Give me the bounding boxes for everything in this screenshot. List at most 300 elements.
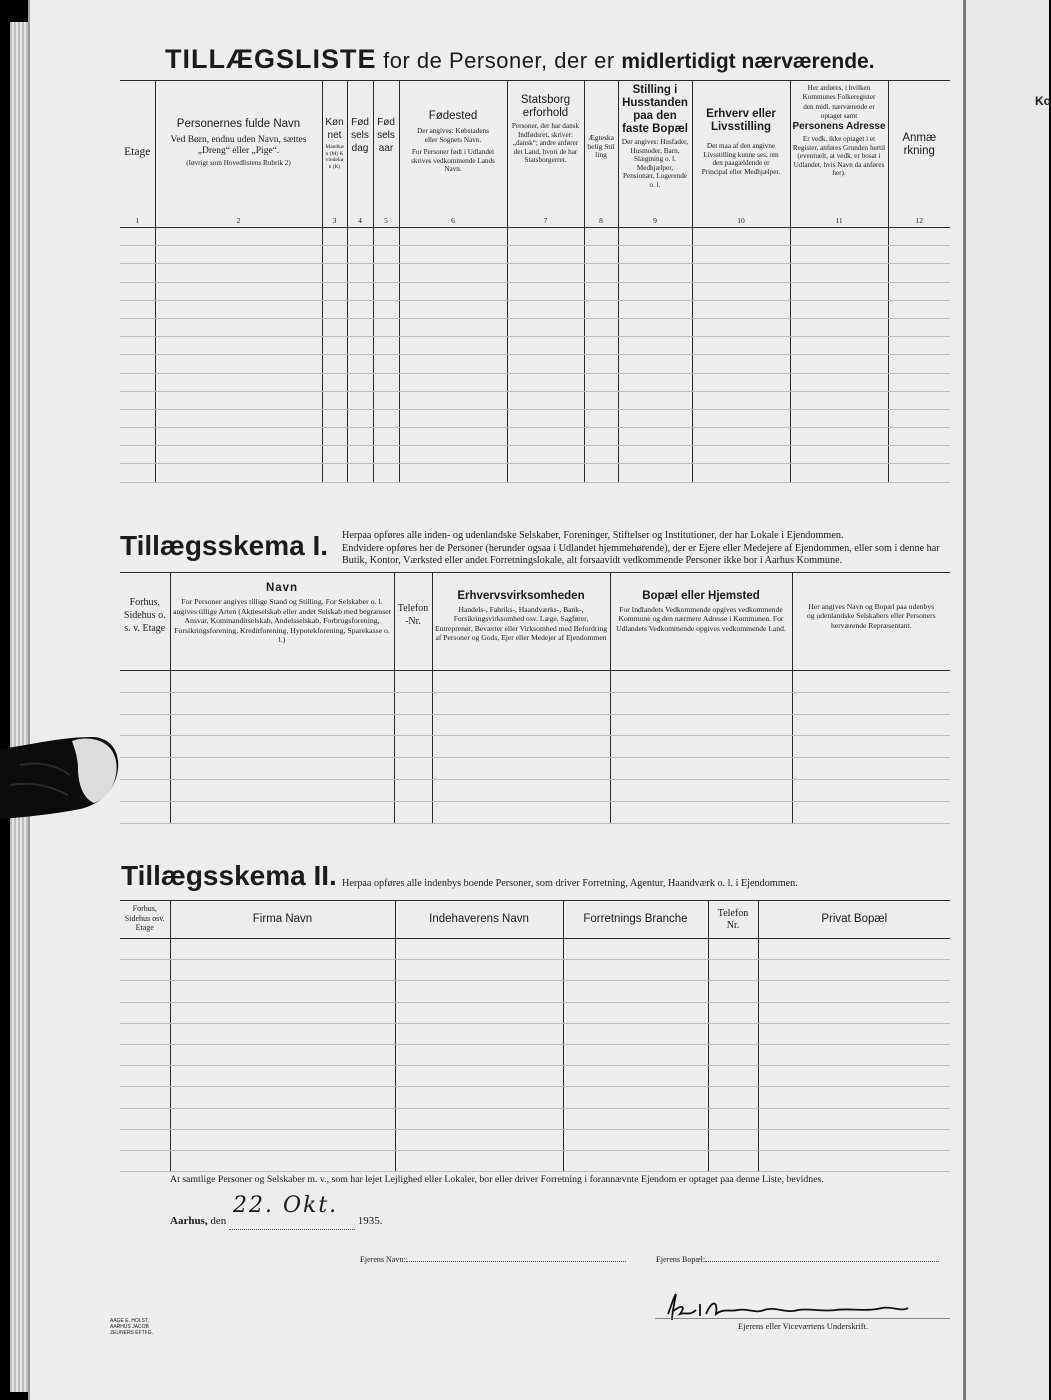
skema2-row-cell[interactable] <box>758 1002 950 1023</box>
table1-row-cell[interactable] <box>155 355 322 373</box>
table1-row-cell[interactable] <box>120 264 155 282</box>
table1-row <box>120 337 950 355</box>
table1-row-cell[interactable] <box>322 300 347 318</box>
table1-row-cell[interactable] <box>155 464 322 482</box>
skema1-row-cell[interactable] <box>170 758 394 780</box>
table1-row-cell[interactable] <box>790 228 888 246</box>
skema2-row-cell[interactable] <box>758 1066 950 1087</box>
table1-row-cell[interactable] <box>347 391 373 409</box>
skema2-row-cell[interactable] <box>120 1002 170 1023</box>
skema1-row-cell[interactable] <box>394 758 432 780</box>
table1-row-cell[interactable] <box>888 300 950 318</box>
table1-row-cell[interactable] <box>618 246 692 264</box>
table1-row-cell[interactable] <box>584 264 618 282</box>
skema1-row-cell[interactable] <box>610 758 792 780</box>
table1-row <box>120 391 950 409</box>
skema2-row-cell[interactable] <box>170 939 395 960</box>
skema1-row-cell[interactable] <box>120 692 170 714</box>
table1-row-cell[interactable] <box>618 300 692 318</box>
table1-row-cell[interactable] <box>347 373 373 391</box>
skema1-row-cell[interactable] <box>610 736 792 758</box>
skema2-row-cell[interactable] <box>708 1023 758 1044</box>
table1-row-cell[interactable] <box>888 246 950 264</box>
skema1-row-cell[interactable] <box>792 671 950 693</box>
table1-row-cell[interactable] <box>322 373 347 391</box>
table1-row <box>120 264 950 282</box>
table1-row-cell[interactable] <box>790 300 888 318</box>
table1-row-cell[interactable] <box>507 428 584 446</box>
skema2-row-cell[interactable] <box>170 1087 395 1108</box>
table1-row-cell[interactable] <box>692 373 790 391</box>
table1-row-cell[interactable] <box>120 300 155 318</box>
table1-row-cell[interactable] <box>322 228 347 246</box>
table1-row-cell[interactable] <box>347 428 373 446</box>
skema1-row-cell[interactable] <box>120 758 170 780</box>
table1-row-cell[interactable] <box>120 228 155 246</box>
skema2-row-cell[interactable] <box>170 1108 395 1129</box>
skema1-row-cell[interactable] <box>170 801 394 823</box>
skema2-row-cell[interactable] <box>563 1002 708 1023</box>
skema1-row-cell[interactable] <box>610 779 792 801</box>
skema2-row-cell[interactable] <box>758 1023 950 1044</box>
table1-row-cell[interactable] <box>399 246 507 264</box>
skema2-row-cell[interactable] <box>708 1002 758 1023</box>
table1-row-cell[interactable] <box>584 228 618 246</box>
table1-row-cell[interactable] <box>155 300 322 318</box>
table1-row-cell[interactable] <box>507 264 584 282</box>
skema2-row-cell[interactable] <box>120 1066 170 1087</box>
skema1-row-cell[interactable] <box>432 758 610 780</box>
table1-row-cell[interactable] <box>790 337 888 355</box>
table1-row-cell[interactable] <box>155 246 322 264</box>
skema1-row-cell[interactable] <box>610 714 792 736</box>
table1-row-cell[interactable] <box>120 355 155 373</box>
skema2-row <box>120 1023 950 1044</box>
table1-row-cell[interactable] <box>618 409 692 427</box>
skema2-row-cell[interactable] <box>758 1150 950 1171</box>
table1-row-cell[interactable] <box>399 264 507 282</box>
table1-row-cell[interactable] <box>584 409 618 427</box>
table1-row-cell[interactable] <box>120 391 155 409</box>
table1-row-cell[interactable] <box>322 282 347 300</box>
owner-name-field <box>406 1261 626 1262</box>
skema2-row-cell[interactable] <box>758 1108 950 1129</box>
skema2-row-cell[interactable] <box>708 939 758 960</box>
skema2-row-cell[interactable] <box>563 1108 708 1129</box>
skema2-row-cell[interactable] <box>563 1087 708 1108</box>
skema1-row-cell[interactable] <box>792 801 950 823</box>
table1-row-cell[interactable] <box>155 228 322 246</box>
table1-row-cell[interactable] <box>347 446 373 464</box>
table1-row-cell[interactable] <box>399 409 507 427</box>
table1-row-cell[interactable] <box>399 464 507 482</box>
skema2-row-cell[interactable] <box>758 939 950 960</box>
skema2-row-cell[interactable] <box>563 1150 708 1171</box>
table1-row-cell[interactable] <box>790 373 888 391</box>
skema2-row-cell[interactable] <box>120 1044 170 1065</box>
skema2-row-cell[interactable] <box>120 1129 170 1150</box>
skema1-row-cell[interactable] <box>120 671 170 693</box>
table1-row-cell[interactable] <box>347 264 373 282</box>
skema1-row-cell[interactable] <box>120 779 170 801</box>
skema2-row <box>120 1002 950 1023</box>
table1-row-cell[interactable] <box>888 228 950 246</box>
table1-row-cell[interactable] <box>790 282 888 300</box>
table1-row-cell[interactable] <box>692 355 790 373</box>
table1-row-cell[interactable] <box>618 282 692 300</box>
table1-row-cell[interactable] <box>692 318 790 336</box>
skema1-row-cell[interactable] <box>432 714 610 736</box>
place-label: Aarhus, <box>170 1215 208 1227</box>
skema2-row-cell[interactable] <box>708 1066 758 1087</box>
table1-row-cell[interactable] <box>399 300 507 318</box>
table1-row-cell[interactable] <box>888 264 950 282</box>
skema1-row-cell[interactable] <box>792 692 950 714</box>
skema2-row-cell[interactable] <box>170 1066 395 1087</box>
skema2-row-cell[interactable] <box>708 1150 758 1171</box>
table1-row-cell[interactable] <box>584 373 618 391</box>
skema1-row-cell[interactable] <box>394 736 432 758</box>
signature-label: Ejerens eller Viceværtens Underskrift. <box>738 1321 869 1331</box>
skema2-row-cell[interactable] <box>758 1129 950 1150</box>
table1-row-cell[interactable] <box>373 428 399 446</box>
table1-row-cell[interactable] <box>322 355 347 373</box>
skema2-row-cell[interactable] <box>120 1150 170 1171</box>
skema1-row-cell[interactable] <box>120 714 170 736</box>
skema1-row-cell[interactable] <box>120 801 170 823</box>
skema1-row-cell[interactable] <box>170 692 394 714</box>
skema2-row-cell[interactable] <box>758 1044 950 1065</box>
skema1-row-cell[interactable] <box>432 692 610 714</box>
table1-row-cell[interactable] <box>692 428 790 446</box>
skema2-row-cell[interactable] <box>708 1087 758 1108</box>
skema1-row-cell[interactable] <box>394 714 432 736</box>
skema1-row-cell[interactable] <box>170 736 394 758</box>
skema2-row-cell[interactable] <box>563 960 708 981</box>
table1-row-cell[interactable] <box>322 464 347 482</box>
table1-row-cell[interactable] <box>618 446 692 464</box>
skema1-row-cell[interactable] <box>120 736 170 758</box>
table1-row-cell[interactable] <box>507 318 584 336</box>
skema2-row-cell[interactable] <box>170 1150 395 1171</box>
table1-row-cell[interactable] <box>888 355 950 373</box>
table1-row-cell[interactable] <box>618 391 692 409</box>
table1-row-cell[interactable] <box>155 373 322 391</box>
table1-row-cell[interactable] <box>120 337 155 355</box>
skema2-row-cell[interactable] <box>758 960 950 981</box>
table1-row-cell[interactable] <box>399 373 507 391</box>
table1-row-cell[interactable] <box>618 228 692 246</box>
table1-row-cell[interactable] <box>584 428 618 446</box>
title-bold2: nærværende. <box>735 50 875 73</box>
skema1-row-cell[interactable] <box>792 779 950 801</box>
skema1-row-cell[interactable] <box>792 736 950 758</box>
table1-row-cell[interactable] <box>692 228 790 246</box>
table1-row-cell[interactable] <box>120 409 155 427</box>
table1-row-cell[interactable] <box>790 409 888 427</box>
skema1-row-cell[interactable] <box>394 671 432 693</box>
table1-row-cell[interactable] <box>322 337 347 355</box>
table1-row-cell[interactable] <box>373 300 399 318</box>
finger-thumb-image <box>0 735 122 821</box>
table1-row-cell[interactable] <box>507 337 584 355</box>
skema2-row-cell[interactable] <box>120 1023 170 1044</box>
table1-row-cell[interactable] <box>584 464 618 482</box>
s2-col-firm: Firma Navn <box>170 901 395 939</box>
skema2-row-cell[interactable] <box>563 939 708 960</box>
table1-row-cell[interactable] <box>618 318 692 336</box>
table1-row-cell[interactable] <box>347 355 373 373</box>
table1-row-cell[interactable] <box>692 337 790 355</box>
skema2-row <box>120 1108 950 1129</box>
skema2-row-cell[interactable] <box>563 1044 708 1065</box>
table1-row-cell[interactable] <box>692 246 790 264</box>
table1-row-cell[interactable] <box>155 282 322 300</box>
table1-row-cell[interactable] <box>584 355 618 373</box>
table1-row-cell[interactable] <box>399 337 507 355</box>
skema2-row-cell[interactable] <box>120 1087 170 1108</box>
table1-row-cell[interactable] <box>120 446 155 464</box>
skema1-row-cell[interactable] <box>792 714 950 736</box>
skema2-row-cell[interactable] <box>395 981 563 1002</box>
skema2-row-cell[interactable] <box>563 1129 708 1150</box>
table1-row-cell[interactable] <box>584 446 618 464</box>
skema2-row-cell[interactable] <box>708 1108 758 1129</box>
table1-row-cell[interactable] <box>373 337 399 355</box>
skema1-row-cell[interactable] <box>432 736 610 758</box>
skema1-row-cell[interactable] <box>432 671 610 693</box>
col-occupation: Erhverv eller Livsstilling Det maa af den angivne Livsstilling kunne ses, om den paagældende er Principal eller Medhjælper. 10 <box>692 81 790 228</box>
table1-row-cell[interactable] <box>790 264 888 282</box>
col-registry: Her anføres, i hvilken Kommunes Folkeregister den midl. nærværende er optaget samt Personens Adresse Er vedk. ikke optaget i et Register, anføres Grunden hertil (eventuelt, at vedk. er bosat i Udlandet, hvis Navn da anføres her). 11 <box>790 81 888 228</box>
skema2-row-cell[interactable] <box>395 1023 563 1044</box>
table1-row-cell[interactable] <box>692 282 790 300</box>
table1-row-cell[interactable] <box>322 446 347 464</box>
table1-row-cell[interactable] <box>790 246 888 264</box>
table1-row-cell[interactable] <box>373 391 399 409</box>
skema2-row-cell[interactable] <box>563 981 708 1002</box>
table1-row-cell[interactable] <box>584 391 618 409</box>
table1-row-cell[interactable] <box>584 282 618 300</box>
table1-row-cell[interactable] <box>155 318 322 336</box>
skema1-row-cell[interactable] <box>610 801 792 823</box>
table1-row-cell[interactable] <box>347 246 373 264</box>
skema2-row-cell[interactable] <box>170 981 395 1002</box>
table1-row-cell[interactable] <box>399 228 507 246</box>
table1-row-cell[interactable] <box>373 355 399 373</box>
main-register-table <box>120 80 950 483</box>
table1-row-cell[interactable] <box>584 337 618 355</box>
table1-row-cell[interactable] <box>120 282 155 300</box>
skema2-row-cell[interactable] <box>395 1129 563 1150</box>
skema2-header <box>120 901 950 939</box>
table1-row-cell[interactable] <box>618 337 692 355</box>
table1-row-cell[interactable] <box>584 246 618 264</box>
table1-row-cell[interactable] <box>399 355 507 373</box>
skema2-row-cell[interactable] <box>758 981 950 1002</box>
next-page-fragment: Ko <box>1035 94 1051 108</box>
table1-row-cell[interactable] <box>373 264 399 282</box>
table1-row-cell[interactable] <box>507 409 584 427</box>
s1-col-business: Erhvervsvirksomheden Handels-, Fabriks-, Haandværks-, Bank-, Forsikringsvirksomhed osv. Læge, Sagfører, Entreprenør, Beværter eller Virksomhed med Befordring af Personer og Gods, Ejer eller Medejer af Ejendommen <box>432 573 610 671</box>
table1-row-cell[interactable] <box>322 264 347 282</box>
table1-row-cell[interactable] <box>888 373 950 391</box>
table1-row-cell[interactable] <box>888 337 950 355</box>
table1-row-cell[interactable] <box>347 409 373 427</box>
table1-row-cell[interactable] <box>888 446 950 464</box>
table1-row-cell[interactable] <box>347 318 373 336</box>
skema1-row-cell[interactable] <box>394 801 432 823</box>
table1-row-cell[interactable] <box>507 391 584 409</box>
skema2-row-cell[interactable] <box>170 960 395 981</box>
table1-row-cell[interactable] <box>507 355 584 373</box>
skema2-row-cell[interactable] <box>395 1044 563 1065</box>
table1-row-cell[interactable] <box>347 300 373 318</box>
skema2-row-cell[interactable] <box>120 960 170 981</box>
table1-row-cell[interactable] <box>347 464 373 482</box>
skema2-row-cell[interactable] <box>395 1002 563 1023</box>
table1-row-cell[interactable] <box>120 318 155 336</box>
table1-row-cell[interactable] <box>618 464 692 482</box>
skema2-row-cell[interactable] <box>395 1066 563 1087</box>
skema2-row-cell[interactable] <box>708 960 758 981</box>
skema2-row <box>120 1044 950 1065</box>
skema2-row-cell[interactable] <box>170 1129 395 1150</box>
table1-row-cell[interactable] <box>618 428 692 446</box>
table1-row-cell[interactable] <box>507 373 584 391</box>
skema1-row-cell[interactable] <box>432 801 610 823</box>
table1-row-cell[interactable] <box>322 318 347 336</box>
skema2-row-cell[interactable] <box>563 1066 708 1087</box>
table1-row-cell[interactable] <box>692 264 790 282</box>
table1-row-cell[interactable] <box>373 318 399 336</box>
table1-row-cell[interactable] <box>692 409 790 427</box>
table1-row-cell[interactable] <box>507 300 584 318</box>
table1-row-cell[interactable] <box>790 428 888 446</box>
skema1-row-cell[interactable] <box>394 692 432 714</box>
table1-row-cell[interactable] <box>155 409 322 427</box>
skema2-row <box>120 1129 950 1150</box>
table1-row-cell[interactable] <box>373 446 399 464</box>
skema2-row <box>120 981 950 1002</box>
table1-row-cell[interactable] <box>347 228 373 246</box>
table1-row-cell[interactable] <box>399 446 507 464</box>
table1-row-cell[interactable] <box>120 428 155 446</box>
skema2-row-cell[interactable] <box>395 1108 563 1129</box>
skema1-row-cell[interactable] <box>792 758 950 780</box>
skema2-row-cell[interactable] <box>170 1023 395 1044</box>
table1-row-cell[interactable] <box>155 337 322 355</box>
table1-row-cell[interactable] <box>399 428 507 446</box>
table1-row-cell[interactable] <box>373 464 399 482</box>
table1-row-cell[interactable] <box>888 428 950 446</box>
skema2-row-cell[interactable] <box>708 981 758 1002</box>
table1-row-cell[interactable] <box>155 428 322 446</box>
table1-row-cell[interactable] <box>618 355 692 373</box>
next-page-edge <box>963 0 1049 1400</box>
table1-row-cell[interactable] <box>888 409 950 427</box>
table1-row-cell[interactable] <box>618 373 692 391</box>
table1-row-cell[interactable] <box>155 264 322 282</box>
table1-row-cell[interactable] <box>507 282 584 300</box>
table1-row-cell[interactable] <box>584 318 618 336</box>
table1-row-cell[interactable] <box>692 446 790 464</box>
table1-row-cell[interactable] <box>790 318 888 336</box>
skema2-row-cell[interactable] <box>170 1002 395 1023</box>
table1-row-cell[interactable] <box>692 391 790 409</box>
skema1-row-cell[interactable] <box>610 692 792 714</box>
table1-row-cell[interactable] <box>584 300 618 318</box>
table1-row-cell[interactable] <box>507 446 584 464</box>
skema2-row-cell[interactable] <box>708 1129 758 1150</box>
skema2-row-cell[interactable] <box>563 1023 708 1044</box>
col-citizenship: Statsborgerforhold Personer, der har dansk Indfødsret, skriver: „dansk“; andre anfører det Land, hvori de har Statsborgerret. 7 <box>507 81 584 228</box>
table1-row-cell[interactable] <box>373 246 399 264</box>
table1-row-cell[interactable] <box>790 391 888 409</box>
skema2-row-cell[interactable] <box>395 939 563 960</box>
skema2-row-cell[interactable] <box>395 960 563 981</box>
skema1-row-cell[interactable] <box>170 714 394 736</box>
skema1-row-cell[interactable] <box>394 779 432 801</box>
skema2-row-cell[interactable] <box>120 1108 170 1129</box>
skema2-row-cell[interactable] <box>395 1150 563 1171</box>
skema1-row-cell[interactable] <box>432 779 610 801</box>
skema2-row-cell[interactable] <box>708 1044 758 1065</box>
table1-row-cell[interactable] <box>692 300 790 318</box>
table1-row-cell[interactable] <box>373 409 399 427</box>
skema2-row-cell[interactable] <box>120 981 170 1002</box>
table1-row-cell[interactable] <box>399 282 507 300</box>
skema1-row-cell[interactable] <box>170 671 394 693</box>
table1-row-cell[interactable] <box>155 391 322 409</box>
table1-row-cell[interactable] <box>322 409 347 427</box>
table1-row-cell[interactable] <box>888 464 950 482</box>
table1-row-cell[interactable] <box>322 246 347 264</box>
table1-row-cell[interactable] <box>155 446 322 464</box>
table1-row-cell[interactable] <box>618 264 692 282</box>
skema2-row-cell[interactable] <box>395 1087 563 1108</box>
table1-row-cell[interactable] <box>399 318 507 336</box>
table1-row-cell[interactable] <box>888 391 950 409</box>
table1-row-cell[interactable] <box>790 355 888 373</box>
table1-row-cell[interactable] <box>507 464 584 482</box>
skema1-row-cell[interactable] <box>610 671 792 693</box>
table1-row-cell[interactable] <box>888 282 950 300</box>
table1-row-cell[interactable] <box>347 282 373 300</box>
table1-row-cell[interactable] <box>399 391 507 409</box>
s1-col-etage: Forhus, Sidehus o. s. v. Etage <box>120 573 170 671</box>
table1-row-cell[interactable] <box>120 464 155 482</box>
table1-row-cell[interactable] <box>692 464 790 482</box>
table1-row-cell[interactable] <box>507 228 584 246</box>
table1-row-cell[interactable] <box>120 246 155 264</box>
table1-row-cell[interactable] <box>507 246 584 264</box>
table1-row-cell[interactable] <box>888 318 950 336</box>
table1-row-cell[interactable] <box>322 391 347 409</box>
table1-row-cell[interactable] <box>373 373 399 391</box>
table1-row-cell[interactable] <box>373 282 399 300</box>
table1-row-cell[interactable] <box>347 337 373 355</box>
table1-row-cell[interactable] <box>790 464 888 482</box>
table1-row-cell[interactable] <box>322 428 347 446</box>
skema2-row-cell[interactable] <box>758 1087 950 1108</box>
table1-row-cell[interactable] <box>120 373 155 391</box>
skema1-row-cell[interactable] <box>170 779 394 801</box>
table1-row-cell[interactable] <box>373 228 399 246</box>
skema2-row-cell[interactable] <box>120 939 170 960</box>
skema2-row-cell[interactable] <box>170 1044 395 1065</box>
table1-row-cell[interactable] <box>790 446 888 464</box>
